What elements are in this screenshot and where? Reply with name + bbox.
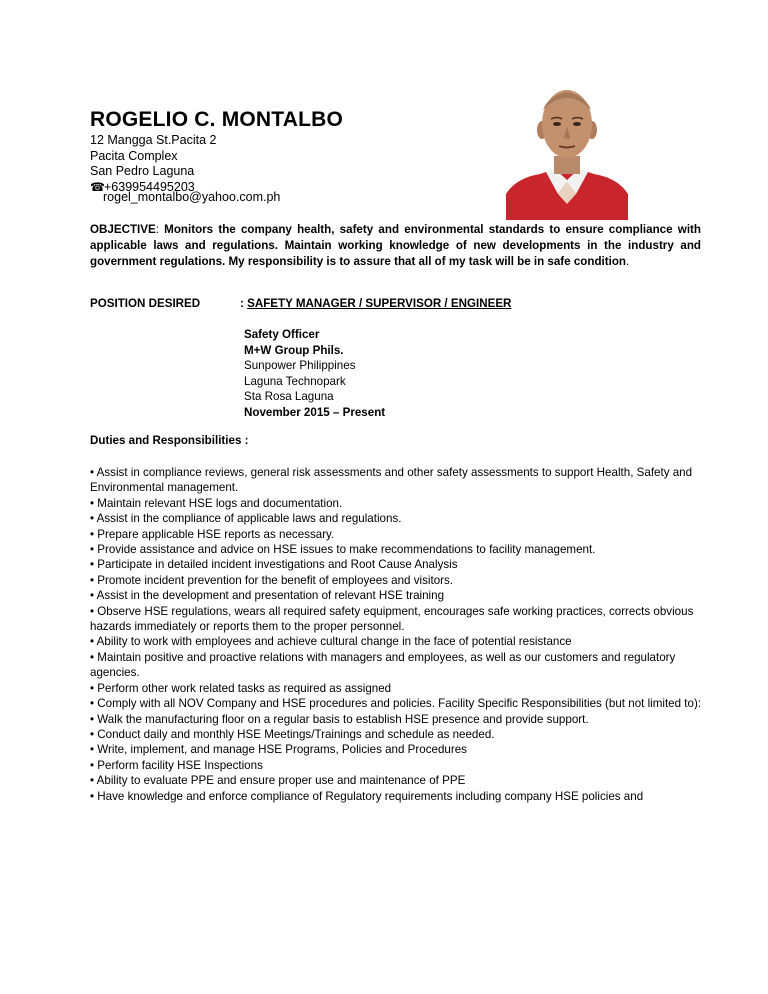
job-location-2: Sta Rosa Laguna bbox=[244, 390, 334, 403]
duty-item: • Assist in compliance reviews, general risk assessments and other safety assessments to support Health, Safety and Environmental management. bbox=[90, 466, 693, 495]
job-client: Sunpower Philippines bbox=[244, 359, 356, 372]
duty-item: • Have knowledge and enforce compliance of Regulatory requirements including company HSE policies and bbox=[90, 789, 644, 803]
duty-item: • Observe HSE regulations, wears all required safety equipment, encourages safe working practices, corrects obvious hazards immediately or reports them to the proper personnel. bbox=[90, 604, 694, 634]
job-block bbox=[244, 327, 385, 420]
applicant-name: ROGELIO C. MONTALBO bbox=[90, 108, 344, 131]
job-dates: November 2015 – Present bbox=[244, 405, 386, 419]
profile-photo bbox=[506, 82, 628, 220]
address-line-2: Pacita Complex bbox=[90, 148, 178, 163]
objective-text: Monitors the company health, safety and environmental standards to ensure compliance with applicable laws and regulations. Maintain working knowledge of new developments in the industry and government regulations. My responsibility is to assure that all of my task will be in safe condition bbox=[90, 223, 701, 268]
job-company: M+W Group Phils. bbox=[244, 343, 344, 357]
duty-item: • Provide assistance and advice on HSE issues to make recommendations to facility management. bbox=[90, 543, 596, 557]
duty-item: • Prepare applicable HSE reports as necessary. bbox=[90, 527, 335, 541]
duty-item: • Maintain relevant HSE logs and documentation. bbox=[90, 496, 343, 510]
duty-item: • Assist in the development and presentation of relevant HSE training bbox=[90, 589, 445, 603]
email-address: rogel_montalbo@yahoo.com.ph bbox=[103, 190, 281, 204]
duty-item: • Write, implement, and manage HSE Programs, Policies and Procedures bbox=[90, 743, 467, 757]
address-line-1: 12 Mangga St.Pacita 2 bbox=[90, 133, 217, 147]
duty-item: • Perform other work related tasks as required as assigned bbox=[90, 681, 392, 695]
objective-colon: : bbox=[155, 223, 165, 236]
duty-item: • Assist in the compliance of applicable laws and regulations. bbox=[90, 512, 402, 526]
duties-list bbox=[90, 465, 702, 804]
position-value: SAFETY MANAGER / SUPERVISOR / ENGINEER bbox=[247, 297, 512, 310]
duty-item: • Maintain positive and proactive relations with managers and employees, as well as our customers and regulatory agencies. bbox=[90, 650, 676, 680]
position-label: POSITION DESIRED bbox=[90, 297, 201, 310]
duty-item: • Promote incident prevention for the benefit of employees and visitors. bbox=[90, 573, 454, 587]
position-desired: : SAFETY MANAGER / SUPERVISOR / ENGINEER bbox=[240, 297, 512, 310]
duty-item: • Comply with all NOV Company and HSE procedures and policies. Facility Specific Responsibilities (but not limited to): bbox=[90, 697, 702, 711]
address-block bbox=[90, 133, 216, 195]
duty-item: • Participate in detailed incident investigations and Root Cause Analysis bbox=[90, 558, 458, 572]
duty-item: • Perform facility HSE Inspections bbox=[90, 758, 263, 772]
duty-item: • Conduct daily and monthly HSE Meetings/Trainings and schedule as needed. bbox=[90, 727, 495, 741]
duty-item: • Ability to evaluate PPE and ensure proper use and maintenance of PPE bbox=[90, 774, 466, 788]
phone-number: +639954495203 bbox=[104, 179, 195, 194]
duty-item: • Ability to work with employees and achieve cultural change in the face of potential resistance bbox=[90, 635, 572, 649]
objective-period: . bbox=[626, 255, 630, 268]
telephone-icon: ☎ bbox=[90, 179, 105, 194]
objective-label: OBJECTIVE bbox=[90, 223, 156, 236]
job-location-1: Laguna Technopark bbox=[244, 374, 346, 388]
objective-section bbox=[90, 222, 701, 270]
address-line-3: San Pedro Laguna bbox=[90, 164, 195, 178]
duties-title: Duties and Responsibilities : bbox=[90, 434, 249, 447]
job-title: Safety Officer bbox=[244, 328, 320, 341]
duty-item: • Walk the manufacturing floor on a regular basis to establish HSE presence and provide support. bbox=[90, 712, 589, 726]
